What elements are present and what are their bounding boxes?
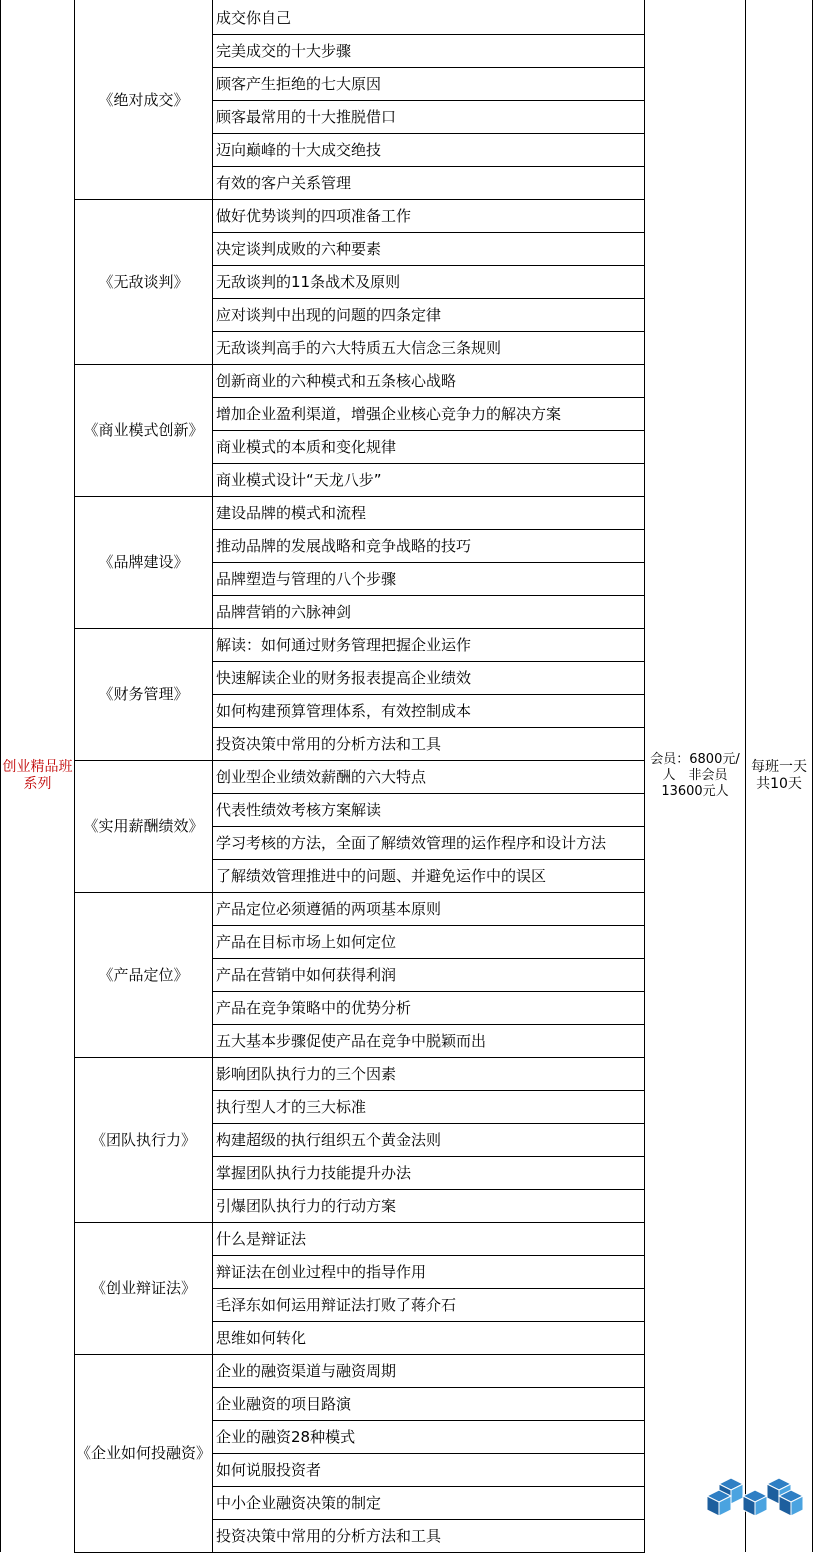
module-item: 产品定位必须遵循的两项基本原则 <box>216 899 442 918</box>
cubes-logo-icon <box>705 1476 805 1524</box>
module-item: 产品在营销中如何获得利润 <box>216 965 397 984</box>
module-item: 顾客产生拒绝的七大原因 <box>216 74 382 93</box>
module-item: 完美成交的十大步骤 <box>216 41 352 60</box>
module-item: 引爆团队执行力的行动方案 <box>216 1196 397 1215</box>
module-title: 《财务管理》 <box>98 685 189 703</box>
module-item: 执行型人才的三大标准 <box>216 1097 367 1116</box>
module-title: 《商业模式创新》 <box>83 421 204 439</box>
module-item: 有效的客户关系管理 <box>216 173 352 192</box>
module-title: 《产品定位》 <box>98 965 189 984</box>
module-item: 顾客最常用的十大推脱借口 <box>216 107 397 126</box>
module-item: 如何说服投资者 <box>216 1460 322 1479</box>
module-item: 商业模式的本质和变化规律 <box>216 437 397 456</box>
module-item: 企业的融资渠道与融资周期 <box>216 1361 397 1380</box>
module-item: 学习考核的方法，全面了解绩效管理的运作程序和设计方法 <box>216 833 607 852</box>
module-item: 应对谈判中出现的问题的四条定律 <box>216 305 442 324</box>
module-item: 中小企业融资决策的制定 <box>216 1493 382 1512</box>
module-item: 商业模式设计“天龙八步” <box>216 470 382 489</box>
module-title: 《创业辩证法》 <box>90 1279 196 1297</box>
module-item: 如何构建预算管理体系，有效控制成本 <box>216 701 472 720</box>
module-item: 做好优势谈判的四项准备工作 <box>216 206 412 225</box>
module-item: 什么是辩证法 <box>216 1229 307 1248</box>
series-label: 创业精品班系列 <box>2 759 73 792</box>
module-title: 《团队执行力》 <box>90 1130 196 1149</box>
module-title: 《无敌谈判》 <box>98 272 189 291</box>
module-item: 快速解读企业的财务报表提高企业绩效 <box>216 668 472 687</box>
module-item: 决定谈判成败的六种要素 <box>216 239 382 258</box>
module-item: 企业的融资28种模式 <box>216 1427 356 1446</box>
module-item: 产品在竞争策略中的优势分析 <box>216 998 412 1017</box>
module-item: 产品在目标市场上如何定位 <box>216 932 397 951</box>
module-item: 品牌营销的六脉神剑 <box>216 602 352 621</box>
module-item: 构建超级的执行组织五个黄金法则 <box>216 1130 442 1149</box>
column-border-0 <box>0 0 1 1552</box>
module-item: 影响团队执行力的三个因素 <box>216 1064 397 1083</box>
module-item: 投资决策中常用的分析方法和工具 <box>216 1526 442 1545</box>
module-item: 迈向巅峰的十大成交绝技 <box>216 140 382 159</box>
module-item: 企业融资的项目路演 <box>216 1394 352 1413</box>
module-item: 解读：如何通过财务管理把握企业运作 <box>216 635 472 654</box>
duration-info: 每班一天共10天 <box>751 759 807 792</box>
module-title: 《品牌建设》 <box>98 553 189 571</box>
module-item: 毛泽东如何运用辩证法打败了蒋介石 <box>216 1295 457 1314</box>
module-item: 创新商业的六种模式和五条核心战略 <box>216 371 457 390</box>
module-title: 《绝对成交》 <box>98 91 189 109</box>
module-title: 《实用薪酬绩效》 <box>83 817 204 835</box>
module-item: 了解绩效管理推进中的问题、并避免运作中的误区 <box>216 866 547 885</box>
module-item: 代表性绩效考核方案解读 <box>216 800 382 819</box>
module-item: 品牌塑造与管理的八个步骤 <box>216 569 397 588</box>
price-info: 会员：6800元/人 非会员13600元人 <box>650 751 740 800</box>
column-border-4 <box>745 0 746 1552</box>
module-item: 推动品牌的发展战略和竞争战略的技巧 <box>216 536 472 555</box>
module-item: 建设品牌的模式和流程 <box>216 503 367 522</box>
module-item: 掌握团队执行力技能提升办法 <box>216 1163 412 1182</box>
module-title: 《企业如何投融资》 <box>75 1444 211 1462</box>
module-item: 无敌谈判的11条战术及原则 <box>216 272 401 291</box>
module-item: 创业型企业绩效薪酬的六大特点 <box>216 767 427 786</box>
module-item: 成交你自己 <box>216 8 292 27</box>
module-item: 五大基本步骤促使产品在竞争中脱颖而出 <box>216 1031 487 1050</box>
module-item: 增加企业盈利渠道，增强企业核心竞争力的解决方案 <box>216 404 562 423</box>
module-item: 无敌谈判高手的六大特质五大信念三条规则 <box>216 338 502 357</box>
module-item: 思维如何转化 <box>216 1328 307 1347</box>
module-item: 投资决策中常用的分析方法和工具 <box>216 734 442 753</box>
module-item: 辩证法在创业过程中的指导作用 <box>216 1262 427 1281</box>
